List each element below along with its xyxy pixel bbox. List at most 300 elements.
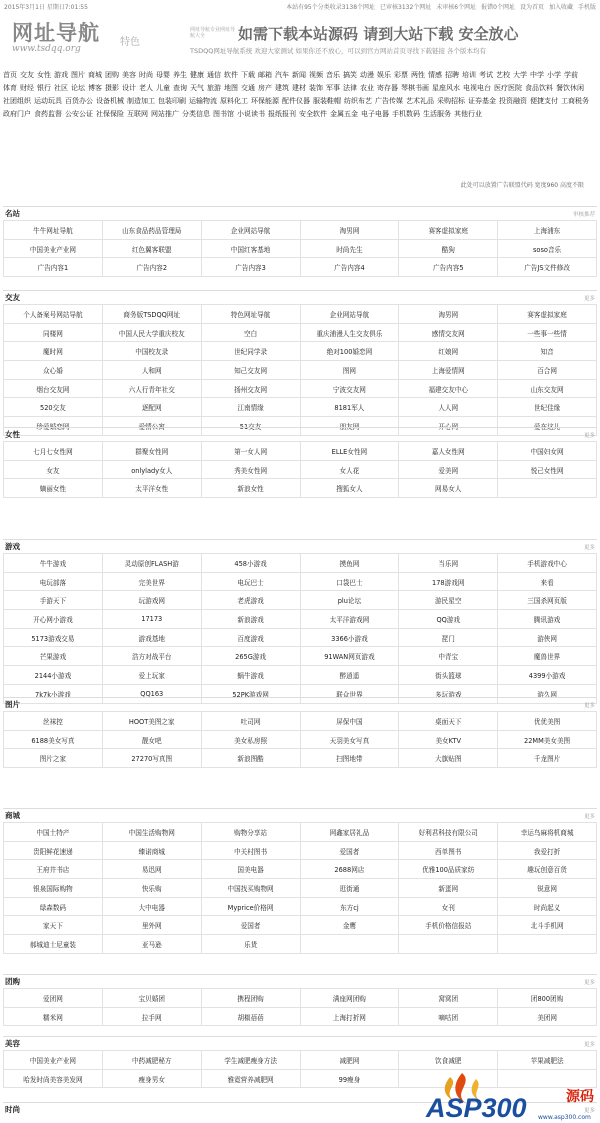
site-link[interactable]: 开心网小游戏 bbox=[33, 615, 73, 624]
site-link-cell[interactable] bbox=[301, 398, 400, 417]
site-link[interactable]: 糯米网 bbox=[43, 1013, 63, 1022]
site-link-cell[interactable] bbox=[4, 860, 103, 879]
site-link-cell[interactable] bbox=[498, 554, 597, 573]
site-link[interactable]: 458小游戏 bbox=[234, 559, 267, 568]
category-link[interactable]: 搞笑 bbox=[343, 71, 357, 79]
category-link[interactable]: 配件仪器 bbox=[282, 97, 310, 105]
site-link[interactable]: 赛客虚拟家庭 bbox=[527, 310, 567, 319]
site-link-cell[interactable] bbox=[103, 1051, 202, 1070]
site-link[interactable]: 苹果减肥法 bbox=[530, 1056, 564, 1065]
category-link[interactable]: 社区 bbox=[54, 84, 68, 92]
site-link-cell[interactable] bbox=[498, 591, 597, 610]
site-link-cell[interactable] bbox=[103, 989, 202, 1008]
site-link-cell[interactable] bbox=[301, 258, 400, 277]
category-link[interactable]: 养生 bbox=[173, 71, 187, 79]
category-link[interactable]: 音乐 bbox=[326, 71, 340, 79]
category-link[interactable]: 医疗医院 bbox=[494, 84, 522, 92]
site-link[interactable]: 好利君科技有限公司 bbox=[418, 828, 478, 837]
site-link-cell[interactable] bbox=[4, 629, 103, 648]
topbar-link[interactable]: 手机版 bbox=[577, 4, 596, 11]
site-link-cell[interactable] bbox=[399, 342, 498, 361]
site-link[interactable]: 广告JS文件修改 bbox=[524, 264, 570, 273]
site-link-cell[interactable] bbox=[301, 842, 400, 861]
site-link-cell[interactable] bbox=[301, 554, 400, 573]
site-link[interactable]: 来看 bbox=[540, 578, 554, 587]
topbar-link[interactable]: 已审核3132个网址 bbox=[380, 4, 432, 11]
site-link[interactable]: 265G游戏 bbox=[235, 653, 267, 662]
site-link[interactable]: 靓女吧 bbox=[141, 736, 162, 745]
site-link[interactable]: 游民星空 bbox=[435, 597, 462, 606]
site-link-cell[interactable] bbox=[202, 629, 301, 648]
site-link[interactable]: 大中电器 bbox=[138, 903, 165, 912]
site-link[interactable]: 群聚女性网 bbox=[135, 447, 169, 456]
category-link[interactable]: 广告传媒 bbox=[375, 97, 403, 105]
site-link[interactable]: 扬州交友网 bbox=[234, 385, 268, 394]
site-link-cell[interactable] bbox=[301, 1008, 400, 1027]
site-link-cell[interactable] bbox=[498, 879, 597, 898]
site-link-cell[interactable] bbox=[202, 361, 301, 380]
site-link[interactable]: 520交友 bbox=[40, 404, 66, 413]
site-link-cell[interactable] bbox=[4, 305, 103, 324]
site-link-cell[interactable] bbox=[498, 712, 597, 731]
category-link[interactable]: 采购招标 bbox=[437, 97, 465, 105]
category-link[interactable]: 百货办公 bbox=[65, 97, 93, 105]
site-link[interactable]: 时尚先生 bbox=[336, 245, 363, 254]
site-link[interactable]: 世纪同学录 bbox=[234, 348, 268, 357]
site-link[interactable]: 广告内容1 bbox=[37, 264, 69, 273]
site-link-cell[interactable] bbox=[301, 749, 400, 768]
site-link[interactable]: 爱团网 bbox=[43, 994, 63, 1003]
category-link[interactable]: 新闻 bbox=[292, 71, 306, 79]
site-link-cell[interactable] bbox=[202, 823, 301, 842]
site-link[interactable]: soso音乐 bbox=[533, 245, 562, 254]
site-link[interactable]: 口袋巴士 bbox=[336, 578, 363, 587]
category-link[interactable]: 法律 bbox=[343, 84, 357, 92]
site-link-cell[interactable] bbox=[301, 610, 400, 629]
site-link-cell[interactable] bbox=[4, 731, 103, 750]
site-link-cell[interactable] bbox=[202, 1008, 301, 1027]
site-link-cell[interactable] bbox=[103, 342, 202, 361]
site-link[interactable]: 太平洋女性 bbox=[135, 485, 169, 494]
site-link[interactable]: 幸运鸟麻将机商城 bbox=[520, 828, 574, 837]
category-link[interactable]: 大学 bbox=[513, 71, 527, 79]
site-link-cell[interactable] bbox=[498, 749, 597, 768]
site-link-cell[interactable] bbox=[301, 879, 400, 898]
site-link-cell[interactable] bbox=[498, 666, 597, 685]
site-link[interactable]: 女人花 bbox=[339, 466, 360, 475]
site-link-cell[interactable] bbox=[399, 712, 498, 731]
site-link[interactable]: 手机价格信报站 bbox=[425, 922, 472, 931]
site-link-cell[interactable] bbox=[399, 324, 498, 343]
section-title[interactable]: 美容 bbox=[5, 1039, 20, 1048]
site-link[interactable]: 时尚起义 bbox=[533, 903, 561, 912]
site-link[interactable]: 珍爱婚恋网 bbox=[36, 422, 70, 431]
site-link-cell[interactable] bbox=[301, 1051, 400, 1070]
site-link-cell[interactable] bbox=[399, 731, 498, 750]
section-title[interactable]: 名站 bbox=[5, 209, 20, 218]
site-link-cell[interactable] bbox=[4, 361, 103, 380]
site-link[interactable]: 完美世界 bbox=[138, 578, 165, 587]
site-link[interactable]: 优雅100品质家纺 bbox=[422, 866, 475, 875]
site-link[interactable]: 嘉人女性网 bbox=[431, 447, 465, 456]
category-link[interactable]: 艺术礼品 bbox=[406, 97, 434, 105]
site-link-cell[interactable] bbox=[202, 731, 301, 750]
category-link[interactable]: 邮箱 bbox=[258, 71, 272, 79]
site-link-cell[interactable] bbox=[498, 380, 597, 399]
site-link[interactable]: 魔兽世界 bbox=[533, 653, 561, 662]
site-link[interactable]: 摸鱼网 bbox=[339, 559, 360, 568]
site-link[interactable]: 七月七女性网 bbox=[33, 447, 73, 456]
site-link[interactable]: 企业网站导航 bbox=[230, 226, 271, 235]
site-link[interactable]: 嘀咕团 bbox=[438, 1013, 459, 1022]
site-link-cell[interactable] bbox=[399, 573, 498, 592]
site-link-cell[interactable] bbox=[103, 380, 202, 399]
site-link-cell[interactable] bbox=[399, 398, 498, 417]
section-more-link[interactable]: 更多 bbox=[583, 1041, 595, 1048]
site-link-cell[interactable] bbox=[301, 221, 400, 240]
site-link[interactable]: Myprice价格网 bbox=[227, 903, 274, 912]
category-link[interactable]: 生活服务 bbox=[423, 110, 451, 118]
site-link[interactable]: 中国土特产 bbox=[36, 828, 70, 837]
site-link-cell[interactable] bbox=[4, 240, 103, 259]
site-link[interactable]: 减肥网 bbox=[339, 1056, 360, 1065]
site-link[interactable]: 27270写真图 bbox=[131, 755, 173, 764]
site-link[interactable]: 山东食品药品管理局 bbox=[122, 226, 182, 235]
site-link-cell[interactable] bbox=[103, 647, 202, 666]
site-link[interactable]: 22MM美女美图 bbox=[524, 736, 571, 745]
site-link-cell[interactable] bbox=[103, 1070, 202, 1089]
site-link[interactable]: 网鑫家居礼品 bbox=[329, 828, 370, 837]
site-link-cell[interactable] bbox=[103, 573, 202, 592]
category-link[interactable]: 社保保险 bbox=[96, 110, 124, 118]
section-more-link[interactable]: 更多 bbox=[583, 544, 595, 551]
site-link-cell[interactable] bbox=[4, 324, 103, 343]
site-link-cell[interactable] bbox=[301, 342, 400, 361]
site-link-cell[interactable] bbox=[301, 647, 400, 666]
site-link-cell[interactable] bbox=[202, 461, 301, 480]
site-link-cell[interactable] bbox=[301, 240, 400, 259]
category-link[interactable]: 天气 bbox=[190, 84, 204, 92]
category-link[interactable]: 博客 bbox=[88, 84, 102, 92]
site-link-cell[interactable] bbox=[202, 380, 301, 399]
site-link-cell[interactable] bbox=[301, 380, 400, 399]
site-link[interactable]: 灵动原创FLASH游 bbox=[124, 559, 179, 568]
site-link-cell[interactable] bbox=[4, 342, 103, 361]
site-link[interactable]: 山东交友网 bbox=[530, 385, 564, 394]
category-link[interactable]: 交通 bbox=[241, 84, 255, 92]
site-link[interactable]: 我爱打折 bbox=[533, 847, 561, 856]
category-link[interactable]: 小说读书 bbox=[237, 110, 265, 118]
site-link-cell[interactable] bbox=[4, 749, 103, 768]
site-link[interactable]: 嫡丽女性 bbox=[39, 485, 67, 494]
site-link-cell[interactable] bbox=[399, 461, 498, 480]
site-link-cell[interactable] bbox=[202, 610, 301, 629]
site-link[interactable]: 老虎游戏 bbox=[237, 597, 264, 606]
site-link-cell[interactable] bbox=[202, 666, 301, 685]
site-link-cell[interactable] bbox=[202, 935, 301, 954]
site-link[interactable]: 爱上玩家 bbox=[138, 671, 165, 680]
site-link-cell[interactable] bbox=[103, 398, 202, 417]
site-link-cell[interactable] bbox=[4, 989, 103, 1008]
site-link-cell[interactable] bbox=[301, 305, 400, 324]
site-link[interactable]: 淘男网 bbox=[339, 226, 360, 235]
site-link[interactable]: 一些事一些情 bbox=[527, 329, 567, 338]
site-link-cell[interactable] bbox=[399, 860, 498, 879]
category-link[interactable]: 情感 bbox=[428, 71, 442, 79]
site-link-cell[interactable] bbox=[202, 258, 301, 277]
site-link[interactable]: 窝窝团 bbox=[438, 994, 459, 1003]
site-link[interactable]: 中关村图书 bbox=[234, 847, 268, 856]
site-link[interactable]: 哈发时尚美容美发网 bbox=[23, 1075, 83, 1084]
site-link[interactable]: 臻诺商城 bbox=[138, 847, 165, 856]
site-link-cell[interactable] bbox=[4, 1070, 103, 1089]
site-link-cell[interactable] bbox=[399, 823, 498, 842]
site-link-cell[interactable] bbox=[4, 842, 103, 861]
site-link-cell[interactable] bbox=[202, 1051, 301, 1070]
site-link-cell[interactable] bbox=[498, 860, 597, 879]
site-link[interactable]: 手游天下 bbox=[39, 597, 67, 606]
site-link-cell[interactable] bbox=[103, 591, 202, 610]
site-link-cell[interactable] bbox=[399, 442, 498, 461]
category-link[interactable]: 下载 bbox=[241, 71, 255, 79]
category-link[interactable]: 农业 bbox=[360, 84, 374, 92]
category-link[interactable]: 通信 bbox=[207, 71, 221, 79]
site-link[interactable]: 丝袜控 bbox=[43, 717, 63, 726]
site-link-cell[interactable] bbox=[202, 442, 301, 461]
site-link[interactable]: 人和网 bbox=[141, 366, 162, 375]
site-link-cell[interactable] bbox=[399, 258, 498, 277]
site-link[interactable]: 人人网 bbox=[438, 404, 459, 413]
topbar-link[interactable]: 未审核6个网址 bbox=[436, 4, 477, 11]
site-link-cell[interactable] bbox=[202, 749, 301, 768]
site-link-cell[interactable] bbox=[103, 240, 202, 259]
site-link[interactable]: 太平洋游戏网 bbox=[329, 615, 370, 624]
category-link[interactable]: 中学 bbox=[530, 71, 544, 79]
site-link-cell[interactable] bbox=[399, 666, 498, 685]
site-link-cell[interactable] bbox=[498, 221, 597, 240]
category-link[interactable]: 房产 bbox=[258, 84, 272, 92]
category-link[interactable]: 考试 bbox=[479, 71, 493, 79]
site-link-cell[interactable] bbox=[399, 1008, 498, 1027]
category-link[interactable]: 地图 bbox=[224, 84, 238, 92]
site-link-cell[interactable] bbox=[103, 842, 202, 861]
section-title[interactable]: 图片 bbox=[5, 700, 20, 709]
category-link[interactable]: 互联网 bbox=[127, 110, 148, 118]
site-link-cell[interactable] bbox=[103, 860, 202, 879]
site-link-cell[interactable] bbox=[498, 898, 597, 917]
site-link[interactable]: 玩游戏网 bbox=[138, 597, 165, 606]
site-link[interactable]: 街头篮球 bbox=[435, 671, 462, 680]
site-link-cell[interactable] bbox=[103, 361, 202, 380]
site-link[interactable]: 爱在这儿 bbox=[533, 422, 561, 431]
site-link[interactable]: 开心网 bbox=[438, 422, 459, 431]
category-link[interactable]: 培训 bbox=[462, 71, 476, 79]
site-link-cell[interactable] bbox=[103, 554, 202, 573]
category-link[interactable]: 软件 bbox=[224, 71, 238, 79]
site-link-cell[interactable] bbox=[498, 629, 597, 648]
site-link[interactable]: 逐配网 bbox=[141, 404, 162, 413]
site-link[interactable]: 酷狗 bbox=[441, 245, 455, 254]
site-link-cell[interactable] bbox=[103, 629, 202, 648]
site-link-cell[interactable] bbox=[4, 442, 103, 461]
site-link[interactable]: 新浪图酷 bbox=[237, 755, 264, 764]
site-link[interactable]: 携程团购 bbox=[237, 994, 264, 1003]
site-link-cell[interactable] bbox=[498, 461, 597, 480]
site-link-cell[interactable] bbox=[202, 647, 301, 666]
category-link[interactable]: 娱乐 bbox=[377, 71, 391, 79]
site-link[interactable]: onlylady女人 bbox=[131, 466, 173, 475]
site-link-cell[interactable] bbox=[4, 647, 103, 666]
site-link-cell[interactable] bbox=[103, 823, 202, 842]
site-link[interactable]: 美女私房照 bbox=[234, 736, 268, 745]
category-link[interactable]: 军事 bbox=[326, 84, 340, 92]
site-link[interactable]: 广告内容3 bbox=[235, 264, 266, 273]
site-link[interactable]: 7k7k小游戏 bbox=[35, 690, 71, 699]
category-link[interactable]: 查询 bbox=[173, 84, 187, 92]
site-link[interactable]: 2688网店 bbox=[334, 866, 365, 875]
site-link[interactable]: 秀美女性网 bbox=[234, 466, 268, 475]
site-link-cell[interactable] bbox=[399, 842, 498, 861]
site-link[interactable]: 金鹰 bbox=[342, 922, 356, 931]
site-link-cell[interactable] bbox=[202, 305, 301, 324]
category-link[interactable]: 游戏 bbox=[54, 71, 68, 79]
site-link-cell[interactable] bbox=[399, 554, 498, 573]
site-link-cell[interactable] bbox=[202, 573, 301, 592]
section-more-link[interactable]: 更多 bbox=[583, 702, 595, 709]
site-link[interactable]: 3366小游戏 bbox=[331, 634, 368, 643]
site-link[interactable]: 第一女人网 bbox=[234, 447, 268, 456]
site-link[interactable]: 企业网站导航 bbox=[329, 310, 370, 319]
site-link[interactable]: 购物分享站 bbox=[234, 828, 268, 837]
site-link[interactable]: 趣玩创意百货 bbox=[527, 866, 567, 875]
category-link[interactable]: 首页 bbox=[3, 71, 17, 79]
site-link[interactable]: 国美电器 bbox=[237, 866, 264, 875]
category-link[interactable]: 老人 bbox=[139, 84, 153, 92]
site-link-cell[interactable] bbox=[4, 666, 103, 685]
site-link[interactable]: 同楼网 bbox=[43, 329, 63, 338]
category-link[interactable]: 交友 bbox=[20, 71, 34, 79]
site-link[interactable]: 淘男网 bbox=[438, 310, 459, 319]
site-link-cell[interactable] bbox=[4, 1051, 103, 1070]
category-link[interactable]: 两性 bbox=[411, 71, 425, 79]
site-link-cell[interactable] bbox=[4, 591, 103, 610]
site-link-cell[interactable] bbox=[399, 479, 498, 498]
topbar-link[interactable]: 加入收藏 bbox=[548, 4, 573, 11]
section-more-link[interactable]: 更多 bbox=[583, 1107, 595, 1114]
site-link[interactable]: 快乐购 bbox=[141, 884, 162, 893]
site-link[interactable]: HOOT美图之家 bbox=[128, 717, 175, 726]
category-link[interactable]: 装饰 bbox=[309, 84, 323, 92]
site-link[interactable]: 当乐网 bbox=[438, 559, 459, 568]
site-link-cell[interactable] bbox=[498, 1008, 597, 1027]
site-link[interactable]: 百度游戏 bbox=[237, 634, 264, 643]
site-link[interactable]: 游久网 bbox=[537, 690, 557, 699]
site-link-cell[interactable] bbox=[202, 989, 301, 1008]
site-link-cell[interactable] bbox=[4, 221, 103, 240]
category-link[interactable]: 女性 bbox=[37, 71, 51, 79]
site-link-cell[interactable] bbox=[4, 935, 103, 954]
site-link[interactable]: 宝贝婚团 bbox=[138, 994, 165, 1003]
site-link[interactable]: 逛街通 bbox=[339, 884, 360, 893]
category-link[interactable]: 食药监督 bbox=[34, 110, 62, 118]
site-link-cell[interactable] bbox=[301, 989, 400, 1008]
site-link-cell[interactable] bbox=[301, 573, 400, 592]
site-link[interactable]: 北斗手机网 bbox=[530, 922, 564, 931]
site-link[interactable]: 美团网 bbox=[537, 1013, 557, 1022]
site-link-cell[interactable] bbox=[301, 666, 400, 685]
site-link-cell[interactable] bbox=[4, 712, 103, 731]
site-link[interactable]: 世纪佳缘 bbox=[533, 404, 561, 413]
site-link-cell[interactable] bbox=[103, 916, 202, 935]
site-link[interactable]: 多玩游戏 bbox=[435, 690, 462, 699]
site-link-cell[interactable] bbox=[4, 879, 103, 898]
site-link[interactable]: 图网 bbox=[342, 366, 356, 375]
category-link[interactable]: 建筑 bbox=[275, 84, 289, 92]
category-link[interactable]: 图书馆 bbox=[213, 110, 234, 118]
site-link[interactable]: 中国人民大学重庆校友 bbox=[118, 329, 185, 338]
site-link-cell[interactable] bbox=[4, 380, 103, 399]
site-link-cell[interactable] bbox=[202, 842, 301, 861]
site-link-cell[interactable] bbox=[399, 989, 498, 1008]
site-link[interactable]: 联众世界 bbox=[336, 690, 363, 699]
site-link[interactable]: 中国妇女网 bbox=[530, 447, 564, 456]
site-link-cell[interactable] bbox=[301, 731, 400, 750]
category-link[interactable]: 电子电器 bbox=[361, 110, 389, 118]
site-link[interactable]: 王府井书店 bbox=[36, 866, 70, 875]
category-link[interactable]: 运动玩具 bbox=[34, 97, 62, 105]
site-link-cell[interactable] bbox=[301, 629, 400, 648]
site-link-cell[interactable] bbox=[498, 240, 597, 259]
site-link-cell[interactable] bbox=[301, 860, 400, 879]
site-link[interactable]: 中药减肥秘方 bbox=[131, 1056, 172, 1065]
site-link[interactable]: ELLE女性网 bbox=[331, 447, 368, 456]
site-link[interactable]: 知音 bbox=[540, 348, 554, 357]
site-link-cell[interactable] bbox=[202, 398, 301, 417]
category-link[interactable]: 制造加工 bbox=[127, 97, 155, 105]
site-link[interactable]: 赛客虚拟家庭 bbox=[428, 226, 469, 235]
site-link[interactable]: 搜狐女人 bbox=[336, 485, 363, 494]
site-link-cell[interactable] bbox=[498, 324, 597, 343]
category-link[interactable]: 学前 bbox=[564, 71, 578, 79]
site-link[interactable]: 悦己女性网 bbox=[530, 466, 564, 475]
site-link[interactable]: 拉手网 bbox=[141, 1013, 162, 1022]
category-link[interactable]: 纺织布艺 bbox=[344, 97, 372, 105]
category-link[interactable]: 儿童 bbox=[156, 84, 170, 92]
site-link[interactable]: 魔时网 bbox=[43, 348, 63, 357]
site-link-cell[interactable] bbox=[4, 479, 103, 498]
site-link-cell[interactable] bbox=[103, 749, 202, 768]
site-link[interactable]: 东方cj bbox=[340, 903, 359, 912]
site-link[interactable]: 4399小游戏 bbox=[528, 671, 566, 680]
site-link[interactable]: 优优美图 bbox=[533, 717, 561, 726]
site-link[interactable]: 图片之家 bbox=[39, 755, 67, 764]
site-link-cell[interactable] bbox=[4, 554, 103, 573]
category-link[interactable]: 图片 bbox=[71, 71, 85, 79]
category-link[interactable]: 服装鞋帽 bbox=[313, 97, 341, 105]
site-link-cell[interactable] bbox=[301, 916, 400, 935]
section-title[interactable]: 游戏 bbox=[5, 542, 20, 551]
category-link[interactable]: 工商税务 bbox=[561, 97, 589, 105]
section-title[interactable]: 团购 bbox=[5, 977, 20, 986]
site-link[interactable]: 大旗贴图 bbox=[435, 755, 462, 764]
category-link[interactable]: 设计 bbox=[122, 84, 136, 92]
site-link[interactable]: 百合网 bbox=[537, 366, 557, 375]
category-link[interactable]: 体育 bbox=[3, 84, 17, 92]
site-link-cell[interactable] bbox=[202, 554, 301, 573]
site-link[interactable]: 知己交友网 bbox=[234, 366, 268, 375]
site-link-cell[interactable] bbox=[202, 898, 301, 917]
site-link[interactable]: 重庆浦漫人生交友俱乐 bbox=[316, 329, 383, 338]
